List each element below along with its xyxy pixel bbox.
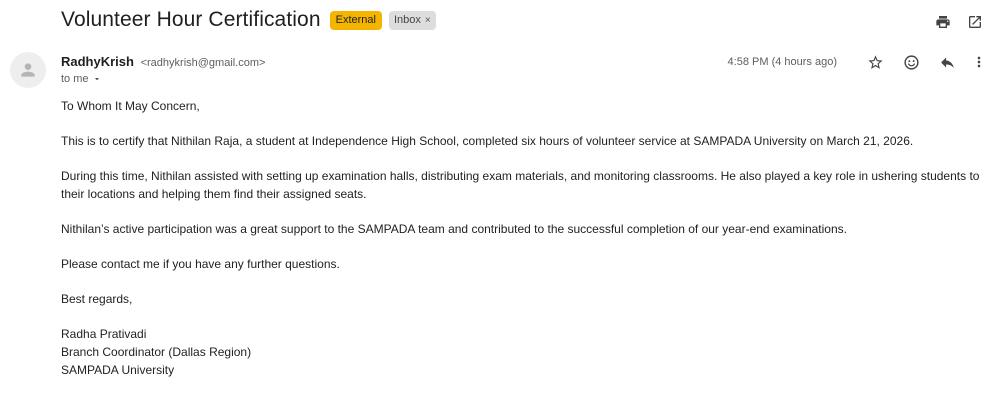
body-paragraph-4: Please contact me if you have any further questions.	[61, 257, 340, 271]
add-reaction-button[interactable]	[899, 52, 923, 72]
chevron-down-icon	[92, 74, 102, 84]
print-icon	[935, 14, 951, 30]
more-options-button[interactable]	[971, 52, 987, 72]
signature-name: Radha Prativadi	[61, 327, 147, 341]
emoji-icon	[903, 54, 920, 71]
closing: Best regards,	[61, 292, 133, 306]
signature	[61, 325, 986, 379]
recipients-toggle[interactable]	[61, 73, 102, 85]
star-icon	[867, 54, 884, 71]
body-paragraph-3: Nithilan’s active participation was a great support to the SAMPADA team and contributed to the successful completion of our year-end examinations.	[61, 222, 847, 236]
signature-title: Branch Coordinator (Dallas Region)	[61, 345, 252, 359]
sender-email: <radhykrish@gmail.com>	[140, 57, 266, 69]
timestamp: 4:58 PM (4 hours ago)	[727, 56, 837, 68]
signature-org: SAMPADA University	[61, 363, 175, 377]
subject-row	[61, 8, 436, 32]
print-button[interactable]	[931, 12, 955, 32]
reply-button[interactable]	[935, 52, 959, 72]
external-badge: External	[330, 11, 382, 30]
inbox-label[interactable]	[389, 11, 436, 30]
inbox-label-text: Inbox	[393, 13, 421, 26]
body-paragraph-1: This is to certify that Nithilan Raja, a student at Independence High School, completed six hours of volunteer service at SAMPADA University on March 21, 2026.	[61, 134, 914, 148]
sender-info	[61, 54, 265, 69]
reply-icon	[939, 54, 956, 71]
message-actions	[728, 52, 987, 72]
remove-label-button[interactable]: ×	[424, 14, 431, 26]
sender-avatar[interactable]	[10, 52, 46, 88]
person-icon	[18, 60, 38, 80]
more-vert-icon	[971, 54, 987, 70]
body-paragraph-2: During this time, Nithilan assisted with setting up examination halls, distributing exam materials, and monitoring classrooms. He also played a key role in ushering students to their locations and helping them find their assigned seats.	[61, 169, 980, 201]
star-button[interactable]	[863, 52, 887, 72]
email-body	[61, 97, 986, 379]
recipients-label: to me	[61, 73, 89, 85]
open-in-new-window-button[interactable]	[963, 12, 987, 32]
sender-name[interactable]: RadhyKrish	[61, 54, 134, 69]
greeting: To Whom It May Concern,	[61, 99, 200, 113]
email-subject: Volunteer Hour Certification	[61, 8, 321, 31]
open-in-new-icon	[967, 14, 983, 30]
top-toolbar	[931, 12, 995, 32]
